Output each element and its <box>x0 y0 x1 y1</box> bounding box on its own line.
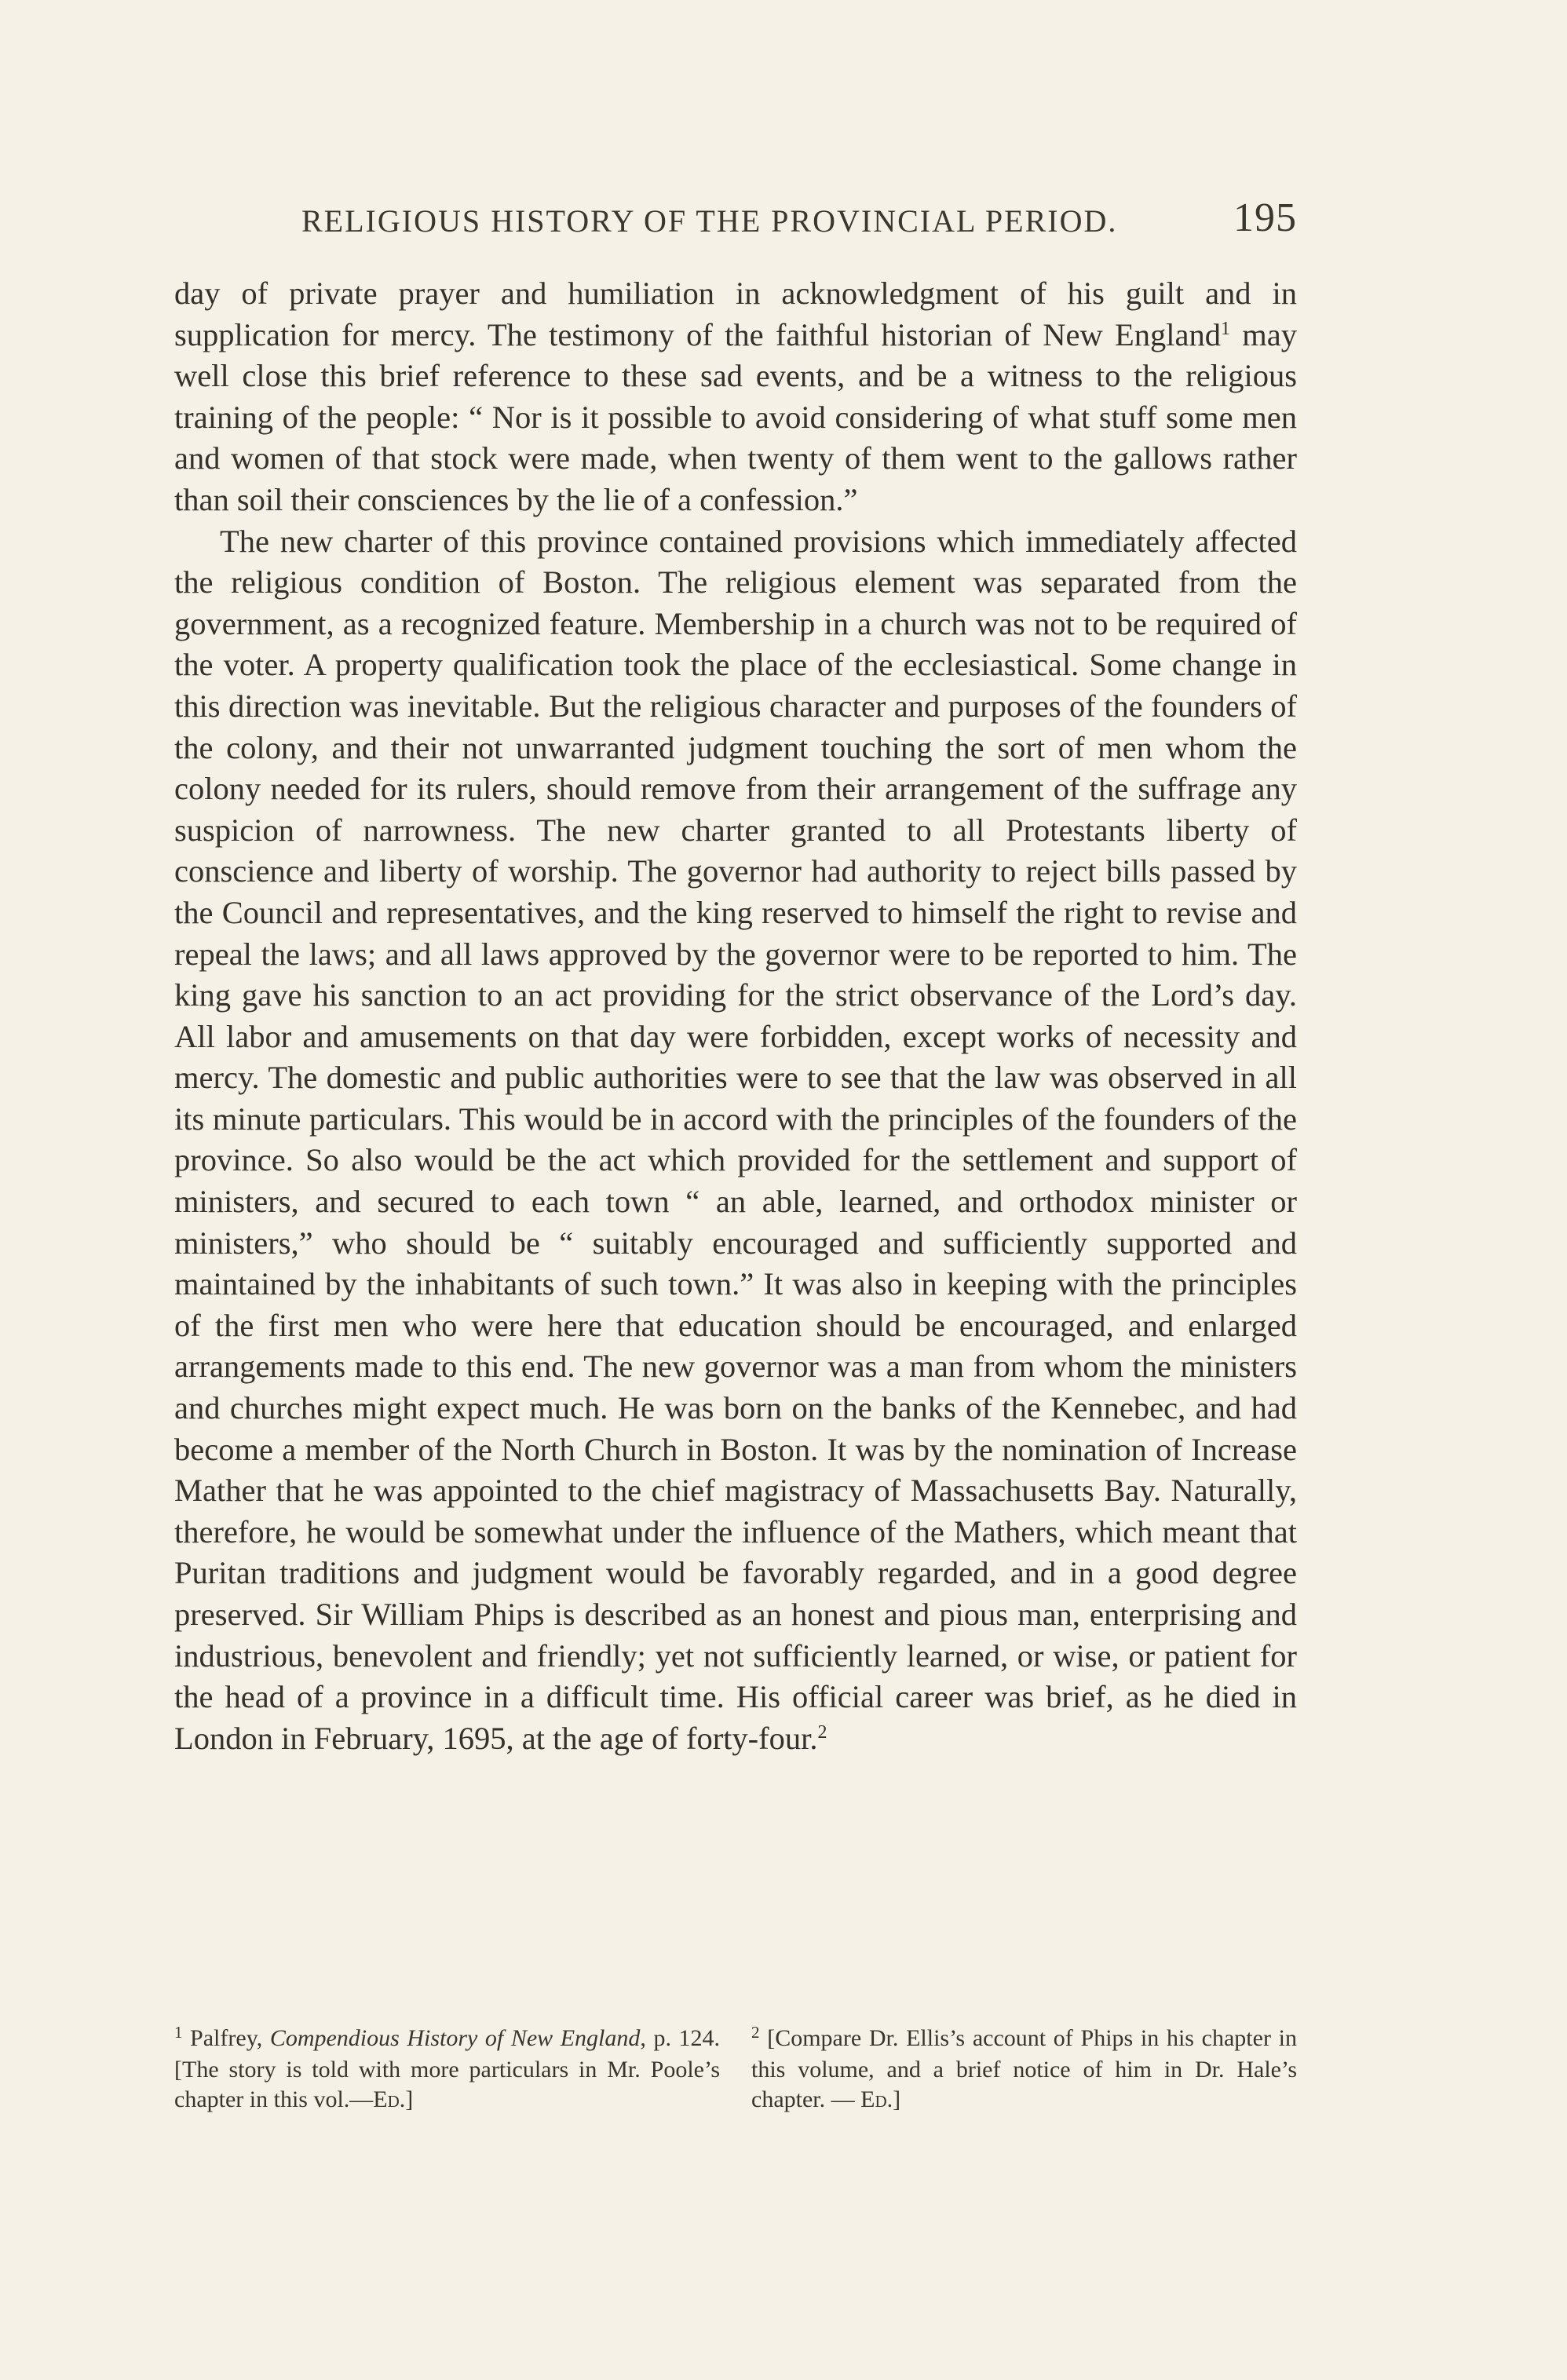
footnote-2-text: [Compare Dr. Ellis’s account of Phips in his chapter in this volume, and a brief notice of him in Dr. Hale’s chapter. — <box>751 2025 1297 2112</box>
footnote-ref-2: 2 <box>817 1721 827 1743</box>
running-head-title: RELIGIOUS HISTORY OF THE PROVINCIAL PERIOD. <box>301 203 1118 239</box>
footnote-1-mark: 1 <box>174 2023 183 2042</box>
footnote-2-close: ] <box>893 2086 901 2112</box>
body-text <box>174 273 1297 1759</box>
paragraph-2 <box>174 521 1297 1760</box>
running-head <box>301 195 1297 250</box>
footnote-1-work-title: Compendious History of New England <box>269 2025 641 2051</box>
paragraph-1-text-a: day of private prayer and humiliation in acknowledgment of his guilt and in supplication for mercy. The testimony of the faithful historian of New England <box>174 276 1297 352</box>
footnote-1-close: ] <box>405 2086 414 2112</box>
footnotes <box>174 2024 1297 2134</box>
footnote-1-lead: Palfrey, <box>182 2025 270 2051</box>
footnote-2-editor: Ed. <box>860 2086 893 2112</box>
footnote-1 <box>174 2024 720 2115</box>
footnote-2 <box>751 2024 1297 2115</box>
paragraph-1-text-b: may well close this brief reference to these sad events, and be a witness to the religious training of the people: “ Nor is it possible to avoid considering of what stuff some men and women of that stock were made, when twenty of them went to the gallows rather than soil their consciences by the lie of a confession.” <box>174 316 1298 517</box>
footnote-1-editor: Ed. <box>373 2086 406 2112</box>
paragraph-2-text: The new charter of this province contained provisions which immediately affected the religious condition of Boston. The religious element was separated from the government, as a recognized feature. Membership in a church was not to be required of the voter. A property qualification took the place of the ecclesiastical. Some change in this direction was inevitable. But the religious character and purposes of the founders of the colony, and their not unwarranted judgment touching the sort of men whom the colony needed for its rulers, should remove from their arrangement of the suffrage any suspicion of narrowness. The new charter granted to all Protestants liberty of conscience and liberty of worship. The governor had authority to reject bills passed by the Council and representatives, and the king reserved to himself the right to revise and repeal the laws; and all laws approved by the governor were to be reported to him. The king gave his sanction to an act providing for the strict observance of the Lord’s day. All labor and amusements on that day were forbidden, except works of necessity and mercy. The domestic and public authorities were to see that the law was observed in all its minute particulars. This would be in accord with the principles of the founders of the province. So also would be the act which provided for the settlement and support of ministers, and secured to each town “ an able, learned, and orthodox minister or ministers,” who should be “ suitably encouraged and sufficiently supported and maintained by the inhabitants of such town.” It was also in keeping with the principles of the first men who were here that education should be encouraged, and enlarged arrangements made to this end. The new governor was a man from whom the ministers and churches might expect much. He was born on the banks of the Kennebec, and had become a member of the North Church in Boston. It was by the nomination of Increase Mather that he was appointed to the chief magistracy of Massachusetts Bay. Naturally, therefore, he would be somewhat under the influence of the Mathers, which meant that Puritan traditions and judgment would be favorably regarded, and in a good degree preserved. Sir William Phips is described as an honest and pious man, enterprising and industrious, benevolent and friendly; yet not sufficiently learned, or wise, or patient for the head of a province in a difficult time. His official career was brief, as he died in London in February, 1695, at the age of forty-four. <box>174 523 1297 1756</box>
footnote-2-mark: 2 <box>751 2023 760 2042</box>
paragraph-1 <box>174 273 1297 521</box>
page-number: 195 <box>1233 195 1297 240</box>
footnote-1-text: , p. 124. [The story is told with more particulars in Mr. Poole’s chapter in this vol.— <box>174 2025 721 2112</box>
footnote-ref-1: 1 <box>1221 318 1231 339</box>
